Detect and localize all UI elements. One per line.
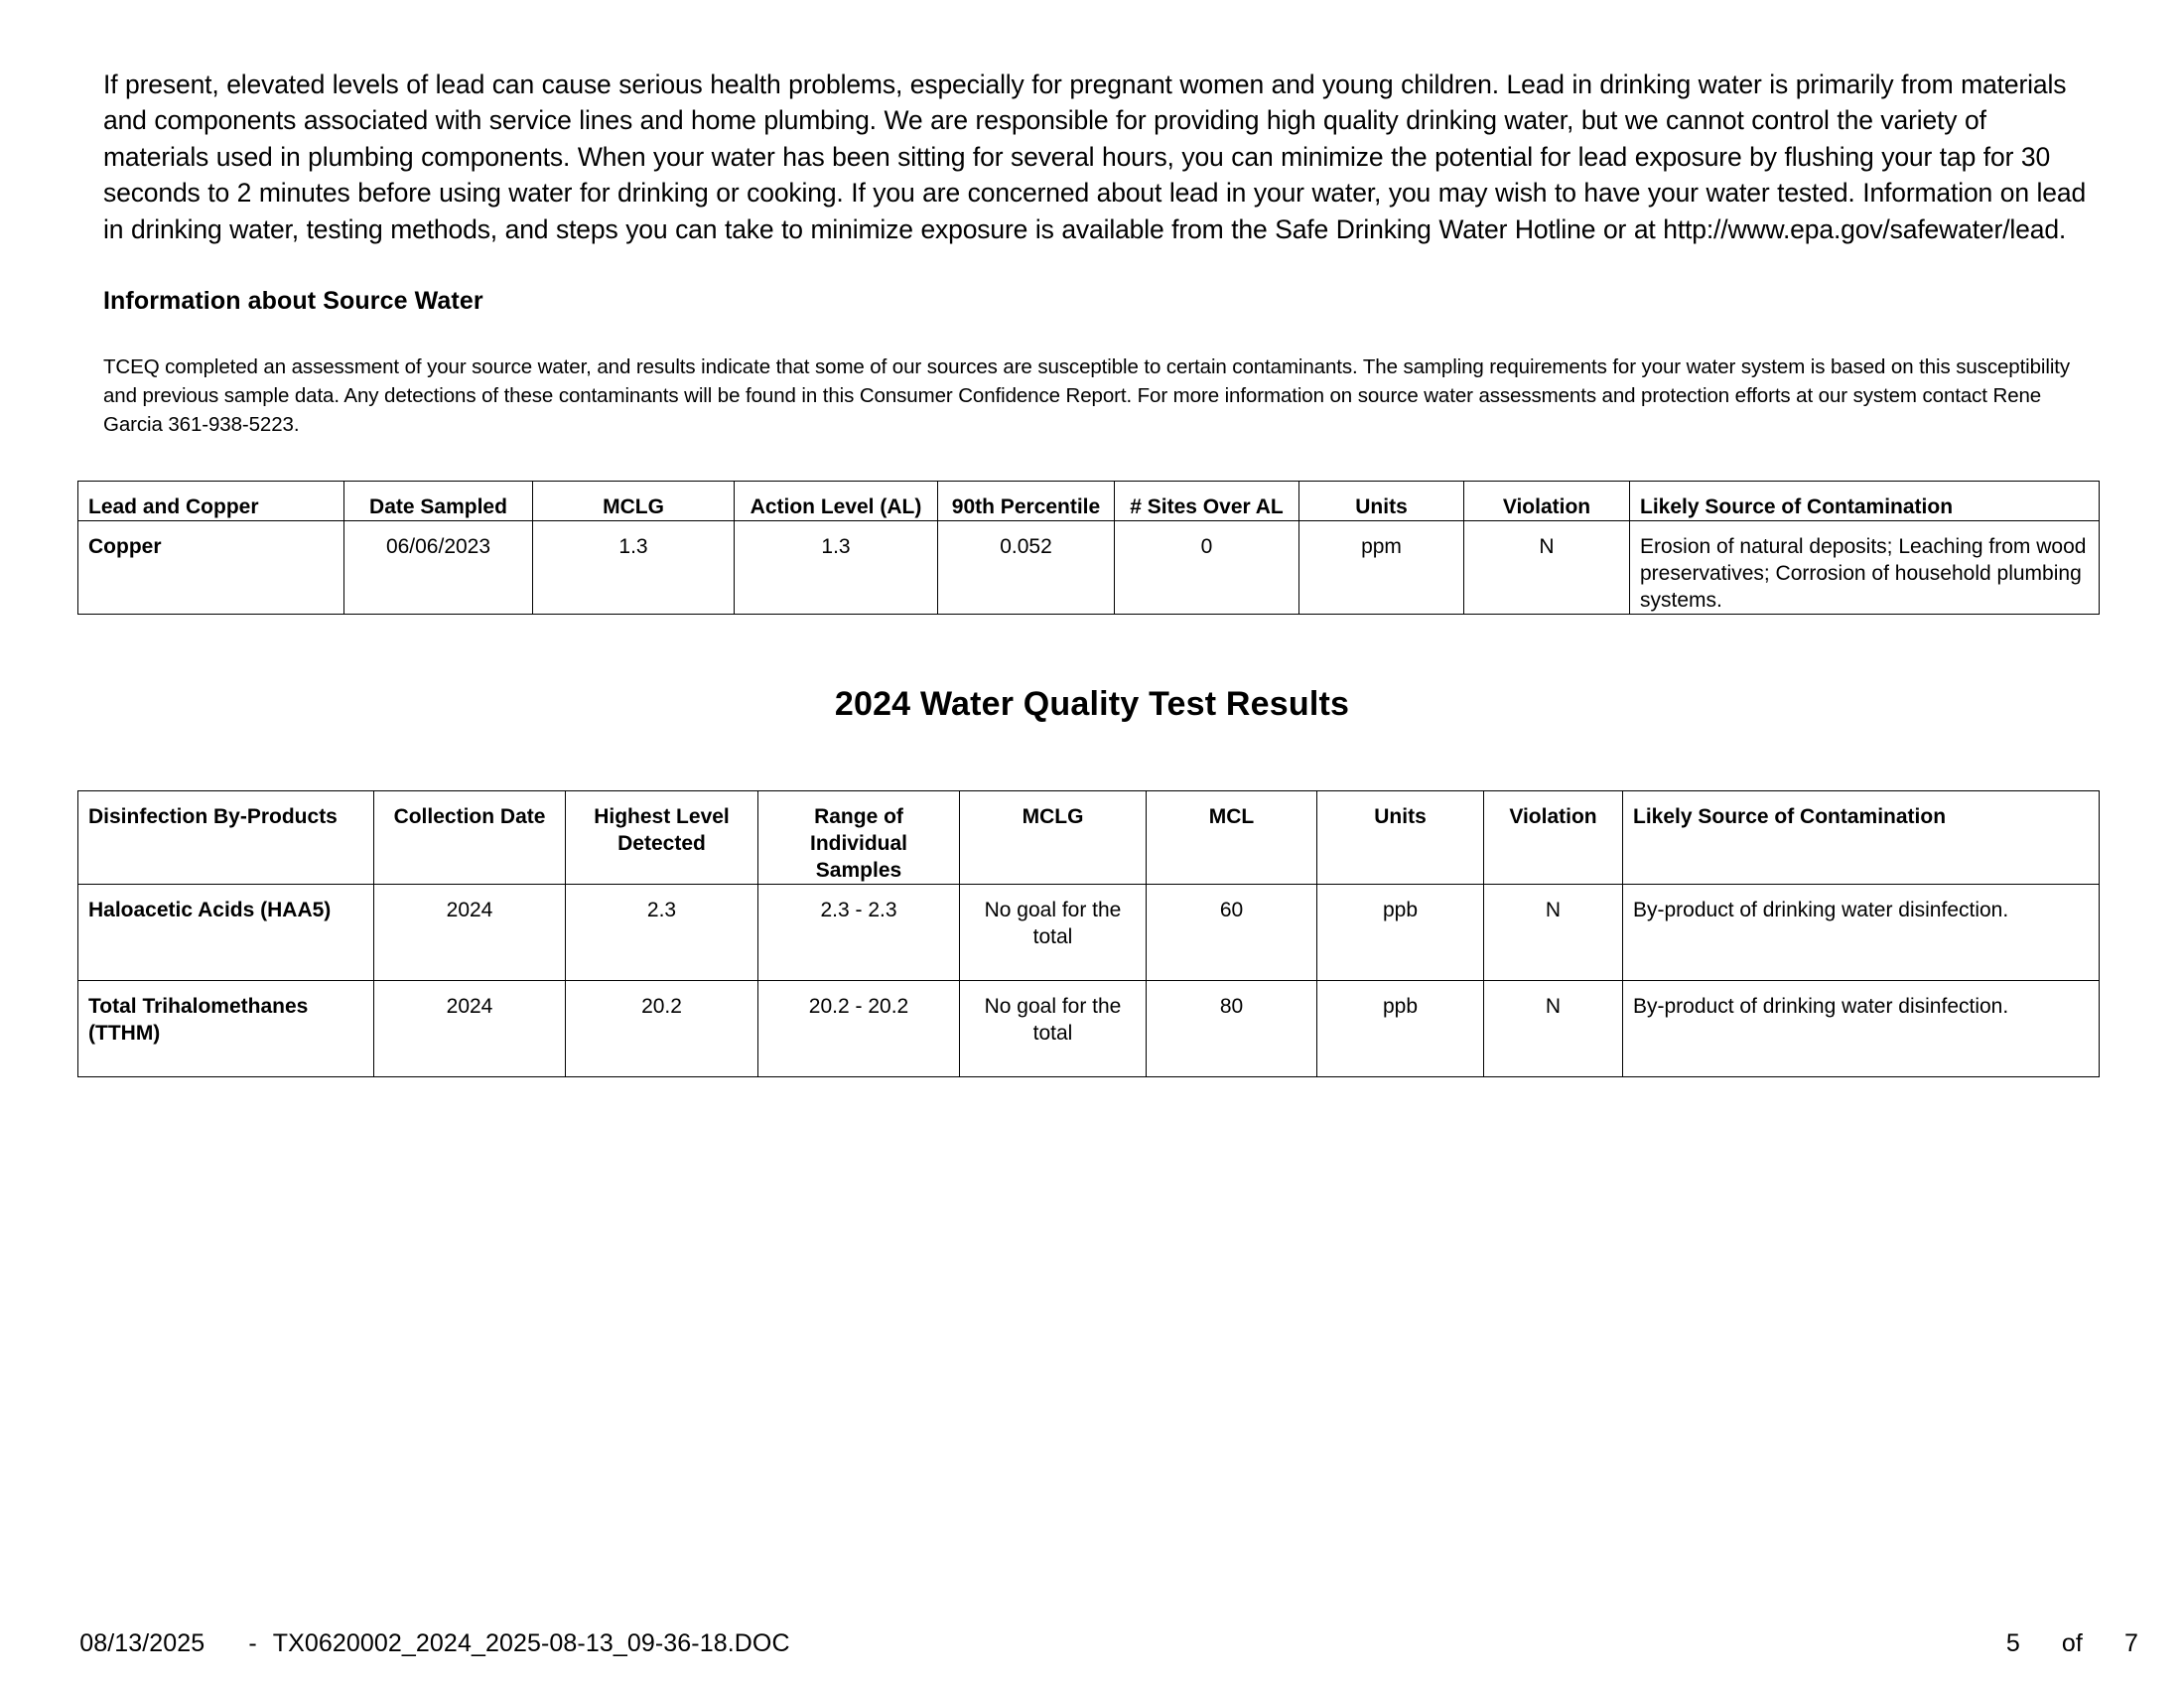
cell-likely-source: Erosion of natural deposits; Leaching from wood preservatives; Corrosion of household plumbing systems.: [1630, 521, 2100, 615]
table-header-row: [78, 791, 2100, 885]
cell-violation: N: [1484, 981, 1623, 1077]
cell-violation: N: [1484, 885, 1623, 981]
col-header-sites-over-al: # Sites Over AL: [1115, 482, 1299, 521]
table-row: [78, 521, 2100, 615]
cell-90th-percentile: 0.052: [938, 521, 1115, 615]
col-header-units: Units: [1317, 791, 1484, 885]
cell-units: ppb: [1317, 981, 1484, 1077]
disinfection-table-wrapper: [77, 790, 2100, 1077]
col-header-collection-date: Collection Date: [374, 791, 566, 885]
cell-mclg: No goal for the total: [960, 885, 1147, 981]
col-header-likely-source: Likely Source of Contamination: [1630, 482, 2100, 521]
page-title: 2024 Water Quality Test Results: [834, 685, 1350, 723]
source-water-heading: Information about Source Water: [103, 286, 483, 315]
cell-violation: N: [1464, 521, 1630, 615]
footer-dash: -: [248, 1629, 257, 1657]
cell-collection-date: 2024: [374, 885, 566, 981]
cell-mcl: 80: [1147, 981, 1317, 1077]
disinfection-by-products-table: [77, 790, 2100, 1077]
cell-contaminant: Total Trihalomethanes (TTHM): [78, 981, 374, 1077]
cell-likely-source: By-product of drinking water disinfection.: [1623, 981, 2100, 1077]
lead-copper-table-wrapper: [77, 481, 2100, 615]
page-number-total: 7: [2123, 1629, 2138, 1657]
cell-highest-level: 20.2: [566, 981, 758, 1077]
col-header-lead-and-copper: Lead and Copper: [78, 482, 344, 521]
footer-filename: TX0620002_2024_2025-08-13_09-36-18.DOC: [272, 1629, 790, 1657]
col-header-highest-level-detected: Highest Level Detected: [566, 791, 758, 885]
col-header-likely-source: Likely Source of Contamination: [1623, 791, 2100, 885]
footer-right: [1979, 1601, 2138, 1687]
cell-range: 2.3 - 2.3: [758, 885, 960, 981]
cell-units: ppb: [1317, 885, 1484, 981]
col-header-units: Units: [1299, 482, 1464, 521]
col-header-violation: Violation: [1484, 791, 1623, 885]
footer-date: 08/13/2025: [79, 1629, 205, 1657]
cell-mclg: 1.3: [533, 521, 735, 615]
col-header-mclg: MCLG: [960, 791, 1147, 885]
table-header-row: [78, 482, 2100, 521]
cell-contaminant: Copper: [78, 521, 344, 615]
cell-highest-level: 2.3: [566, 885, 758, 981]
col-header-mcl: MCL: [1147, 791, 1317, 885]
table-row: [78, 981, 2100, 1077]
page-number-of-label: of: [2061, 1629, 2083, 1657]
col-header-disinfection-by-products: Disinfection By-Products: [78, 791, 374, 885]
footer-left: [52, 1601, 790, 1687]
cell-likely-source: By-product of drinking water disinfection.: [1623, 885, 2100, 981]
cell-action-level: 1.3: [735, 521, 938, 615]
cell-mcl: 60: [1147, 885, 1317, 981]
cell-date-sampled: 06/06/2023: [344, 521, 533, 615]
col-header-mclg: MCLG: [533, 482, 735, 521]
col-header-90th-percentile: 90th Percentile: [938, 482, 1115, 521]
source-water-paragraph: TCEQ completed an assessment of your source water, and results indicate that some of our sources are susceptible to certain contaminants. The sampling requirements for your water system is based on this susceptibility and previous sample data. Any detections of these contaminants will be found in this Consumer Confidence Report. For more information on source water assessments and protection efforts at our system contact Rene Garcia 361-938-5223.: [103, 354, 2071, 436]
cell-sites-over-al: 0: [1115, 521, 1299, 615]
lead-health-paragraph: If present, elevated levels of lead can cause serious health problems, especially for pregnant women and young children. Lead in drinking water is primarily from materials and components associated with service lines and home plumbing. We are responsible for providing high quality drinking water, but we cannot control the variety of materials used in plumbing components. When your water has been sitting for several hours, you can minimize the potential for lead exposure by flushing your tap for 30 seconds to 2 minutes before using water for drinking or cooking. If you are concerned about lead in your water, you may wish to have your water tested. Information on lead in drinking water, testing methods, and steps you can take to minimize exposure is available from the Safe Drinking Water Hotline or at http://www.epa.gov/safewater/lead.: [103, 69, 2087, 244]
col-header-action-level: Action Level (AL): [735, 482, 938, 521]
col-header-violation: Violation: [1464, 482, 1630, 521]
cell-collection-date: 2024: [374, 981, 566, 1077]
col-header-range-of-individual-samples: Range of Individual Samples: [758, 791, 960, 885]
cell-contaminant: Haloacetic Acids (HAA5): [78, 885, 374, 981]
cell-mclg: No goal for the total: [960, 981, 1147, 1077]
table-row: [78, 885, 2100, 981]
col-header-date-sampled: Date Sampled: [344, 482, 533, 521]
cell-units: ppm: [1299, 521, 1464, 615]
lead-copper-table: [77, 481, 2100, 615]
cell-range: 20.2 - 20.2: [758, 981, 960, 1077]
page-number-current: 5: [2005, 1629, 2020, 1657]
